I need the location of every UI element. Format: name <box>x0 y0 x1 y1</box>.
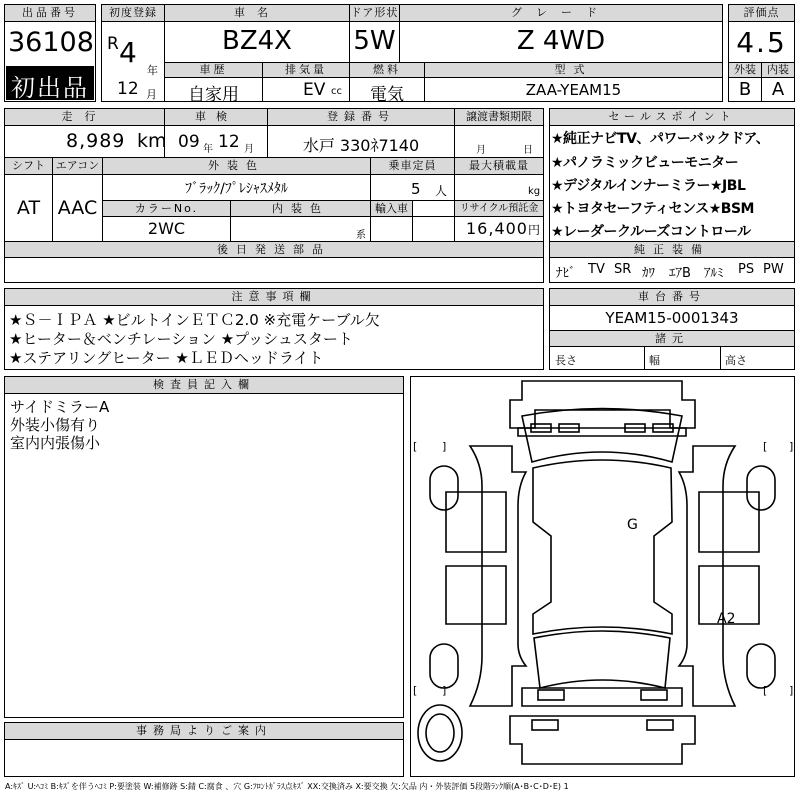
inspector-line: サイドミラーA <box>10 398 110 416</box>
first-listing-text: 初出品 <box>11 74 89 102</box>
displacement-label: 排気量 <box>263 63 349 77</box>
inspection-year: 09 <box>178 132 200 152</box>
sales-point-line: ★レーダークルーズコントロール <box>551 224 751 240</box>
history-label: 車歴 <box>165 63 262 77</box>
inspection-label: 車検 <box>165 109 267 125</box>
note-line: ★ステアリングヒーター ★ＬＥＤヘッドライト <box>9 349 324 367</box>
rating-ext-label: 外装 <box>729 63 761 77</box>
recycle-unit: 円 <box>528 223 541 237</box>
recycle-value: 16,400 <box>466 219 528 238</box>
diagram-bracket: ] <box>442 440 447 453</box>
rating-label: 評価点 <box>729 5 794 21</box>
notes-label: 注意事項欄 <box>5 289 543 305</box>
transfer-day-unit: 日 <box>523 145 533 156</box>
door-value: 5W <box>353 26 396 56</box>
note-line: ★Ｓ－ＩＰＡ ★ビルトインＥＴＣ2.0 ※充電ケーブル欠 <box>9 311 380 329</box>
transfer-label: 譲渡書類期限 <box>455 109 543 125</box>
displacement-value: EV <box>303 80 326 100</box>
capacity-value: 5 <box>411 180 421 198</box>
recycle-label: リサイクル預託金 <box>455 201 543 216</box>
first-reg-label: 初度登録 <box>102 5 164 21</box>
chassis-value: YEAM15-0001343 <box>605 309 739 327</box>
first-reg-month: 12 <box>117 79 139 99</box>
grade-value: Z 4WD <box>516 26 606 56</box>
mileage-value: 8,989 <box>66 130 126 152</box>
sales-point-line: ★デジタルインナーミラー★JBL <box>551 178 746 194</box>
later-parts-label: 後日発送部品 <box>5 242 543 257</box>
door-label: ドア形状 <box>350 6 399 19</box>
color-no-value: 2WC <box>147 219 186 238</box>
plate-label: 登録番号 <box>268 109 454 125</box>
rating-int-value: A <box>771 79 785 100</box>
equipment-item: ﾅﾋﾞ <box>556 266 576 281</box>
inspector-line: 外装小傷有り <box>10 416 101 434</box>
car-diagram <box>410 376 795 777</box>
equipment-item: ｱﾙﾐ <box>704 266 724 281</box>
mileage-label: 走行 <box>5 109 164 125</box>
color-no-label: カラーNo. <box>103 201 230 216</box>
diagram-bracket: [ <box>763 440 768 453</box>
sales-point-line: ★パノラミックビューモニター <box>551 155 739 171</box>
shift-label: シフト <box>5 158 52 174</box>
rating-score: 4.5 <box>736 26 787 59</box>
aircon-value: AAC <box>57 197 98 219</box>
first-reg-year: 4 <box>119 36 137 69</box>
sales-point-line: ★純正ナビTV、パワーバックドア、 <box>551 131 770 147</box>
equipment-item: ｶﾜ <box>642 266 655 281</box>
fuel-value: 電気 <box>370 85 404 105</box>
exterior-label: 外装色 <box>103 158 370 174</box>
sales-points-label: セールスポイント <box>550 109 794 125</box>
office-label: 事務局よりご案内 <box>5 723 403 739</box>
inspection-year-unit: 年 <box>203 144 213 155</box>
exterior-value: ﾌﾞﾗｯｸ/ﾌﾟﾚｼｬｽﾒﾀﾙ <box>185 181 288 197</box>
spec-length-label: 長さ <box>555 354 577 367</box>
equipment-item: PW <box>763 262 784 277</box>
inspection-month: 12 <box>218 132 240 152</box>
car-name-value: BZ4X <box>221 26 292 56</box>
load-label: 最大積載量 <box>455 158 543 174</box>
first-reg-era: R <box>107 34 119 54</box>
diagram-bracket: [ <box>413 440 418 453</box>
first-reg-month-unit: 月 <box>146 88 157 101</box>
damage-mark-right-rear: A2 <box>717 611 736 627</box>
equipment-item: SR <box>614 262 632 277</box>
diagram-bracket: ] <box>789 684 794 697</box>
spec-height-label: 高さ <box>725 354 747 367</box>
interior-unit: 系 <box>356 230 366 241</box>
equipment-item: TV <box>588 262 605 277</box>
damage-mark-windshield: G <box>627 517 638 533</box>
fuel-label: 燃料 <box>350 63 424 77</box>
model-value: ZAA-YEAM15 <box>525 81 622 99</box>
rating-int-label: 内装 <box>762 63 794 77</box>
transfer-month-unit: 月 <box>476 145 486 156</box>
model-label: 型式 <box>425 63 722 77</box>
equipment-label: 純正装備 <box>550 242 794 257</box>
equipment-item: ｴｱB <box>669 266 691 281</box>
car-name-label: 車名 <box>165 5 349 21</box>
load-unit: kg <box>528 186 541 197</box>
legend-text: A:ｷｽﾞ U:ﾍｺﾐ B:ｷｽﾞを伴うﾍｺﾐ P:要塗装 W:補修跡 S:錆 C:腐食 、穴 G:ﾌﾛﾝﾄｶﾞﾗｽ点ｷｽﾞ XX:交換済み X:要交換 欠:欠品 内・外装評価 5段階ﾗﾝｸ順(A･B･C･D･E) 1 <box>5 782 569 791</box>
grade-label: グレード <box>400 5 722 21</box>
displacement-unit: cc <box>331 86 342 97</box>
inspection-month-unit: 月 <box>244 144 254 155</box>
sales-point-line: ★トヨタセーフティセンス★BSM <box>551 201 754 217</box>
aircon-label: エアコン <box>53 158 102 174</box>
capacity-label: 乗車定員 <box>371 158 454 174</box>
diagram-bracket: ] <box>442 684 447 697</box>
history-value: 自家用 <box>188 85 239 105</box>
first-reg-year-unit: 年 <box>147 64 158 77</box>
inspector-line: 室内内張傷小 <box>10 434 101 452</box>
rating-ext-value: B <box>738 79 752 100</box>
shift-value: AT <box>16 197 41 219</box>
diagram-bracket: ] <box>789 440 794 453</box>
chassis-label: 車台番号 <box>550 289 794 305</box>
specs-label: 諸元 <box>550 331 794 346</box>
interior-label: 内装色 <box>231 201 370 216</box>
mileage-unit: km <box>137 130 167 152</box>
plate-value: 水戸 330ﾈ7140 <box>302 136 420 155</box>
spec-width-label: 幅 <box>649 354 660 367</box>
diagram-bracket: [ <box>413 684 418 697</box>
lot-number: 36108 <box>8 27 94 58</box>
note-line: ★ヒーター＆ベンチレーション ★プッシュスタート <box>9 330 353 348</box>
lot-label: 出品番号 <box>5 5 95 21</box>
import-label: 輸入車 <box>371 201 412 216</box>
diagram-bracket: [ <box>763 684 768 697</box>
capacity-unit: 人 <box>435 184 448 198</box>
inspector-label: 検査員記入欄 <box>5 377 403 393</box>
equipment-item: PS <box>738 262 755 277</box>
